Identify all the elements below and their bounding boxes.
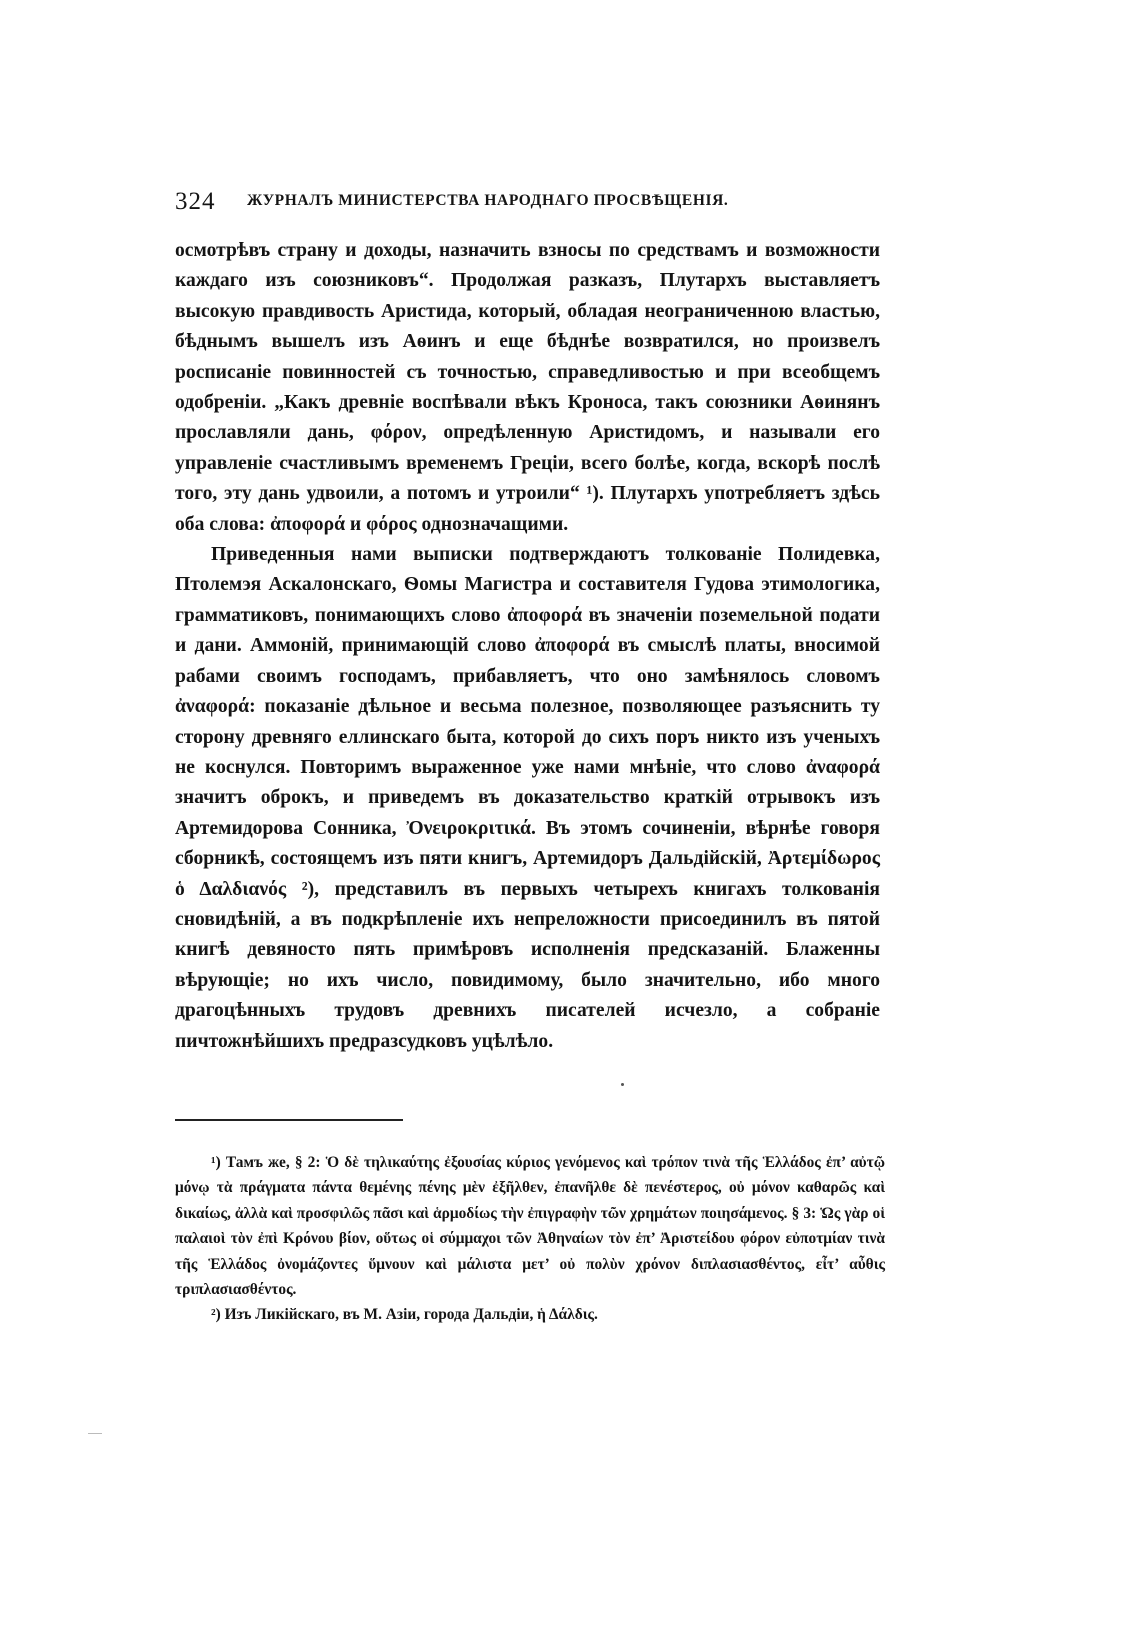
print-speck bbox=[621, 1083, 624, 1086]
paragraph-1: осмотрѣвъ страну и доходы, назначить взносы по средствамъ и возможности каждаго изъ союзниковъ“. Продолжая разказъ, Плутархъ выставляетъ высокую правдивость Аристида, который, обладая неограниченною властью, бѣднымъ вышелъ изъ Аѳинъ и еще бѣднѣе возвратился, но произвелъ росписаніе повинностей съ точностью, справедливостью и при всеобщемъ одобреніи. „Какъ древніе воспѣвали вѣкъ Кроноса, такъ союзники Аѳинянъ прославляли дань, φόρον, опредѣленную Аристидомъ, и называли его управленіе счастливымъ временемъ Греціи, всего болѣе, когда, вскорѣ послѣ того, эту дань удвоили, а потомъ и утроили“ ¹). Плутархъ употребляетъ здѣсь оба слова: ἀποφορά и φόρος однозначащими. bbox=[175, 240, 880, 535]
running-title: ЖУРНАЛЪ МИНИСТЕРСТВА НАРОДНАГО ПРОСВѢЩЕНІЯ. bbox=[247, 192, 729, 209]
footnote-separator bbox=[175, 1119, 403, 1121]
footnotes bbox=[175, 1150, 885, 1328]
footnote-2: ²) Изъ Ликійскаго, въ М. Азіи, города Дальдіи, ἡ Δάλδις. bbox=[211, 1306, 598, 1324]
page-number: 324 bbox=[175, 188, 216, 215]
page-header bbox=[175, 188, 895, 218]
paragraph-2: Приведенныя нами выписки подтверждаютъ толкованіе Полидевка, Птолемэя Аскалонскаго, Ѳомы Магистра и составителя Гудова этимологика, грамматиковъ, понимающихъ слово ἀποφορά въ значеніи поземельной подати и дани. Аммоній, принимающій слово ἀποφορά въ смыслѣ платы, вносимой рабами своимъ господамъ, прибавляетъ, что оно замѣнялось словомъ ἀναφορά: показаніе дѣльное и весьма полезное, позволяющее разъяснить ту сторону древняго еллинскаго быта, которой до сихъ поръ никто изъ ученыхъ не коснулся. Повторимъ выраженное уже нами мнѣніе, что слово ἀναφορά значитъ оброкъ, и приведемъ въ доказательство краткій отрывокъ изъ Артемидорова Сонника, Ὀνειροκριτικά. Въ этомъ сочиненіи, вѣрнѣе говоря сборникѣ, состоящемъ изъ пяти книгъ, Артемидоръ Дальдійскій, Ἀρτεμίδωρος ὁ Δαλδιανός ²), представилъ въ первыхъ четырехъ книгахъ толкованія сновидѣній, а въ подкрѣпленіе ихъ непреложности присоединилъ въ пятой книгѣ девяносто пять примѣровъ исполненія предсказаній. Блаженны вѣрующіе; но ихъ число, повидимому, было значительно, ибо много драгоцѣнныхъ трудовъ древнихъ писателей исчезло, а собраніе пичтожнѣйшихъ предразсудковъ уцѣлѣло. bbox=[175, 544, 880, 1052]
margin-mark bbox=[88, 1433, 102, 1434]
main-text bbox=[175, 236, 880, 1057]
footnote-1: ¹) Тамъ же, § 2: Ὁ δὲ τηλικαύτης ἐξουσίας κύριος γενόμενος καὶ τρόπον τινὰ τῆς Ἑλλάδος ἐπ’ αὐτῷ μόνῳ τὰ πράγματα πάντα θεμένης πένης μὲν ἐξῆλθεν, ἐπανῆλθε δὲ πενέστερος, οὐ μόνον καθαρῶς καὶ δικαίως, ἀλλὰ καὶ προσφιλῶς πᾶσι καὶ ἁρμοδίως τὴν ἐπιγραφὴν τῶν χρημάτων ποιησάμενος. § 3: Ὡς γὰρ οἱ παλαιοὶ τὸν ἐπὶ Κρόνου βίον, οὕτως οἱ σύμμαχοι τῶν Ἀθηναίων τὸν ἐπ’ Ἀριστείδου φόρον εὐποτμίαν τινὰ τῆς Ἑλλάδος ὀνομάζοντες ὕμνουν καὶ μάλιστα μετ’ οὐ πολὺν χρόνον διπλασιασθέντος, εἶτ’ αὖθις τριπλασιασθέντος. bbox=[175, 1154, 885, 1299]
